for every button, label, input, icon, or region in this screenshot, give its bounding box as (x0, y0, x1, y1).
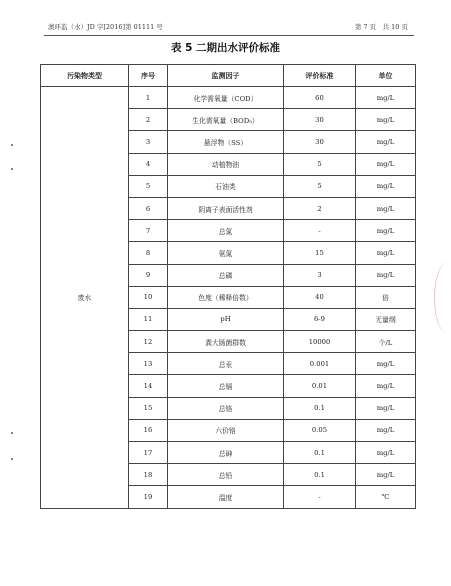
unit-cell: mg/L (356, 464, 416, 486)
serial-number-cell: 8 (129, 242, 168, 264)
evaluation-standard-cell: 3 (284, 264, 356, 286)
evaluation-standard-cell: - (284, 486, 356, 508)
serial-number-cell: 2 (129, 109, 168, 131)
scan-mark (11, 144, 13, 146)
header-evaluation-standard: 评价标准 (284, 65, 356, 87)
unit-cell: mg/L (356, 153, 416, 175)
serial-number-cell: 1 (129, 87, 168, 109)
pollutant-type-cell: 废水 (41, 87, 129, 509)
serial-number-cell: 13 (129, 353, 168, 375)
unit-cell: mg/L (356, 87, 416, 109)
scan-mark (11, 458, 13, 460)
evaluation-standard-cell: 0.01 (284, 375, 356, 397)
unit-cell: mg/L (356, 131, 416, 153)
monitoring-factor-cell: 生化需氧量（BOD₅） (168, 109, 284, 131)
document-number: 澳环监（水）JD 字[2016]第 01111 号 (48, 23, 163, 31)
evaluation-standard-cell: 0.1 (284, 442, 356, 464)
evaluation-standard-cell: 60 (284, 87, 356, 109)
serial-number-cell: 11 (129, 308, 168, 330)
header-unit: 单位 (356, 65, 416, 87)
serial-number-cell: 14 (129, 375, 168, 397)
header-rule (44, 35, 414, 36)
unit-cell: mg/L (356, 220, 416, 242)
monitoring-factor-cell: 阴离子表面活性剂 (168, 197, 284, 219)
seal-stamp (434, 262, 451, 334)
serial-number-cell: 10 (129, 286, 168, 308)
monitoring-factor-cell: 总汞 (168, 353, 284, 375)
evaluation-standard-cell: 0.05 (284, 419, 356, 441)
unit-cell: mg/L (356, 175, 416, 197)
evaluation-standard-cell: 15 (284, 242, 356, 264)
unit-cell: mg/L (356, 442, 416, 464)
evaluation-standard-cell: 0.1 (284, 464, 356, 486)
evaluation-standard-cell: - (284, 220, 356, 242)
serial-number-cell: 4 (129, 153, 168, 175)
monitoring-factor-cell: 化学需氧量（COD） (168, 87, 284, 109)
monitoring-factor-cell: pH (168, 308, 284, 330)
unit-cell: mg/L (356, 197, 416, 219)
monitoring-factor-cell: 粪大肠菌群数 (168, 331, 284, 353)
unit-cell: mg/L (356, 419, 416, 441)
evaluation-standard-cell: 5 (284, 175, 356, 197)
serial-number-cell: 12 (129, 331, 168, 353)
evaluation-standard-table (40, 64, 416, 509)
serial-number-cell: 16 (129, 419, 168, 441)
table-row (41, 87, 416, 109)
evaluation-standard-cell: 5 (284, 153, 356, 175)
serial-number-cell: 6 (129, 197, 168, 219)
serial-number-cell: 17 (129, 442, 168, 464)
unit-cell: ℃ (356, 486, 416, 508)
document-header (48, 22, 408, 34)
monitoring-factor-cell: 动植物油 (168, 153, 284, 175)
table-title: 表 5 二期出水评价标准 (170, 42, 281, 54)
monitoring-factor-cell: 温度 (168, 486, 284, 508)
monitoring-factor-cell: 悬浮物（SS） (168, 131, 284, 153)
monitoring-factor-cell: 总砷 (168, 442, 284, 464)
header-serial-number: 序号 (129, 65, 168, 87)
evaluation-standard-cell: 10000 (284, 331, 356, 353)
evaluation-standard-cell: 0.1 (284, 397, 356, 419)
unit-cell: mg/L (356, 353, 416, 375)
monitoring-factor-cell: 六价铬 (168, 419, 284, 441)
unit-cell: 倍 (356, 286, 416, 308)
evaluation-standard-cell: 2 (284, 197, 356, 219)
monitoring-factor-cell: 氨氮 (168, 242, 284, 264)
evaluation-standard-cell: 30 (284, 109, 356, 131)
unit-cell: mg/L (356, 397, 416, 419)
scan-mark (11, 432, 13, 434)
serial-number-cell: 7 (129, 220, 168, 242)
serial-number-cell: 3 (129, 131, 168, 153)
monitoring-factor-cell: 石油类 (168, 175, 284, 197)
header-pollutant-type: 污染物类型 (41, 65, 129, 87)
unit-cell: mg/L (356, 242, 416, 264)
serial-number-cell: 9 (129, 264, 168, 286)
serial-number-cell: 5 (129, 175, 168, 197)
header-monitoring-factor: 监测因子 (168, 65, 284, 87)
scan-mark (11, 168, 13, 170)
monitoring-factor-cell: 总磷 (168, 264, 284, 286)
unit-cell: 个/L (356, 331, 416, 353)
unit-cell: 无量纲 (356, 308, 416, 330)
evaluation-standard-cell: 30 (284, 131, 356, 153)
monitoring-factor-cell: 总铅 (168, 464, 284, 486)
serial-number-cell: 15 (129, 397, 168, 419)
evaluation-standard-cell: 0.001 (284, 353, 356, 375)
page-info: 第 7 页 共 10 页 (354, 23, 408, 31)
evaluation-standard-cell: 40 (284, 286, 356, 308)
monitoring-factor-cell: 色度（稀释倍数） (168, 286, 284, 308)
unit-cell: mg/L (356, 375, 416, 397)
serial-number-cell: 19 (129, 486, 168, 508)
unit-cell: mg/L (356, 264, 416, 286)
evaluation-standard-cell: 6-9 (284, 308, 356, 330)
monitoring-factor-cell: 总镉 (168, 375, 284, 397)
monitoring-factor-cell: 总铬 (168, 397, 284, 419)
unit-cell: mg/L (356, 109, 416, 131)
serial-number-cell: 18 (129, 464, 168, 486)
table-header-row (41, 65, 416, 87)
monitoring-factor-cell: 总氮 (168, 220, 284, 242)
